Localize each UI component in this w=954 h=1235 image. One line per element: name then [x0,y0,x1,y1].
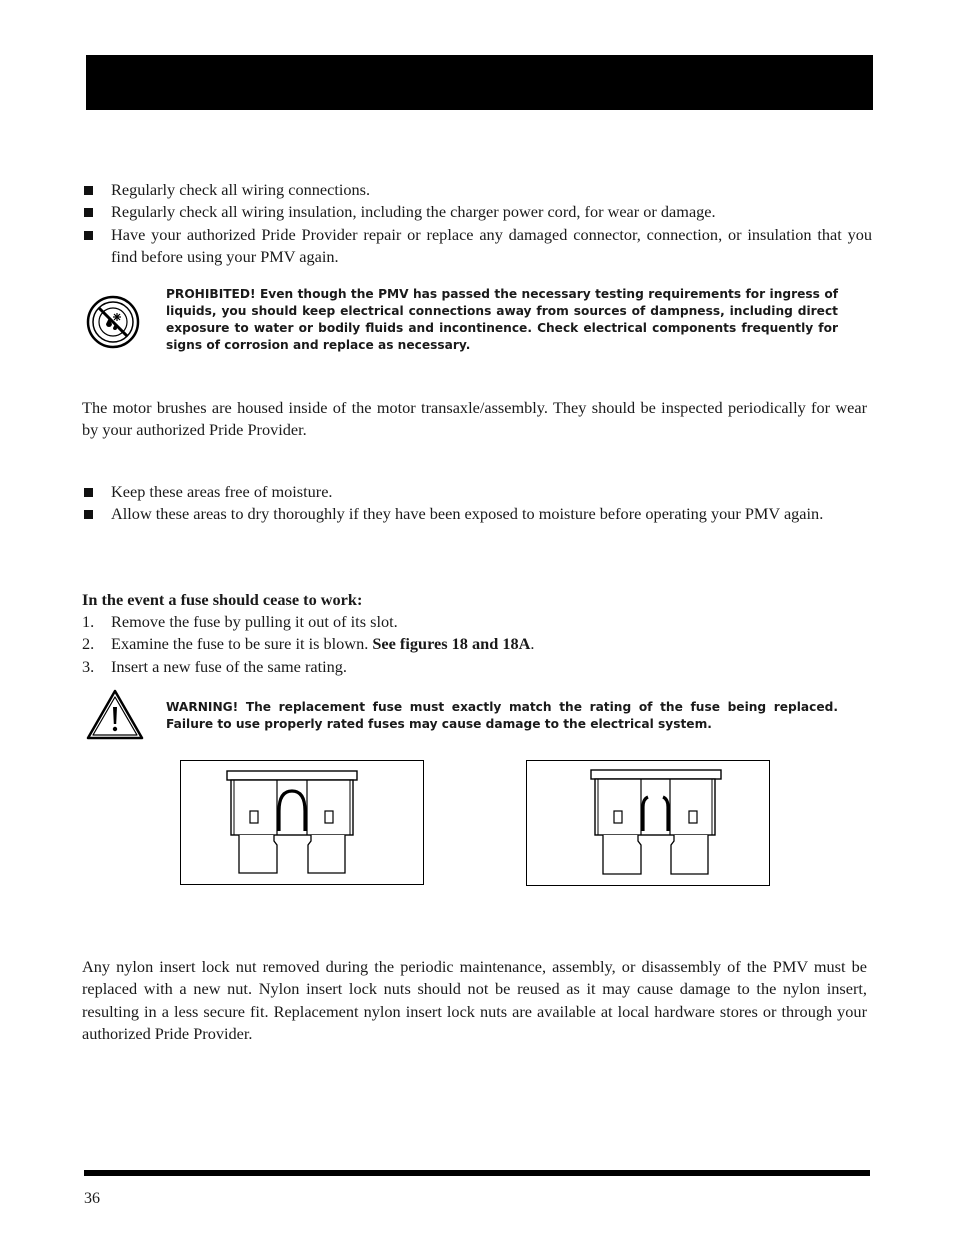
warning-triangle-icon [86,689,144,741]
blown-fuse-icon [527,761,769,885]
warning-notice: WARNING! The replacement fuse must exactly match the rating of the fuse being replaced. Failure to use properly rated fuses may cause damage to the electrical system. [166,700,838,731]
figure-good-fuse [180,760,424,885]
no-liquids-icon [86,295,140,349]
list-item: Keep these areas free of moisture. [82,481,872,503]
intact-fuse-icon [181,761,423,884]
page-number: 36 [84,1190,100,1207]
list-item: 3. Insert a new fuse of the same rating. [82,656,347,676]
lock-nuts-paragraph: Any nylon insert lock nut removed during the periodic maintenance, assembly, or disassembly of the PMV must be replaced with a new nut. Nylon insert lock nuts should not be reused as it may cause damage to the nylon insert, resulting in a less secure fit. Replacement nylon insert lock nuts are available at local hardware stores or through your authorized Pride Provider. [82,957,867,1043]
wiring-bullet-list [82,179,872,268]
list-item: 1. Remove the fuse by pulling it out of its slot. [82,612,398,631]
list-item: Regularly check all wiring insulation, including the charger power cord, for wear or damage. [82,201,872,223]
bullet-square-icon [84,488,93,497]
bullet-square-icon [84,231,93,240]
bullet-square-icon [84,186,93,195]
list-item: Have your authorized Pride Provider repair or replace any damaged connector, connection, or insulation that you find before using your PMV again. [82,224,872,269]
moisture-bullet-list [82,481,872,526]
motor-brushes-paragraph: The motor brushes are housed inside of the motor transaxle/assembly. They should be inspected periodically for wear by your authorized Pride Provider. [82,398,867,440]
figure-blown-fuse [526,760,770,886]
list-item: Allow these areas to dry thoroughly if they have been exposed to moisture before operating your PMV again. [82,503,872,525]
list-item: 2. Examine the fuse to be sure it is blown. See figures 18 and 18A. [82,634,535,654]
list-item: Regularly check all wiring connections. [82,179,872,201]
prohibited-notice: PROHIBITED! Even though the PMV has passed the necessary testing requirements for ingress of liquids, you should keep electrical connections away from sources of dampness, including direct exposure to water or bodily fluids and incontinence. Check electrical components frequently for signs of corrosion and replace as necessary. [166,287,838,352]
footer-rule [84,1170,870,1176]
bullet-square-icon [84,510,93,519]
bullet-square-icon [84,208,93,217]
header-bar [86,55,873,110]
figure-reference: See figures 18 and 18A [372,634,531,654]
fuse-steps-list [82,611,872,678]
fuse-intro: In the event a fuse should cease to work: [82,590,363,609]
